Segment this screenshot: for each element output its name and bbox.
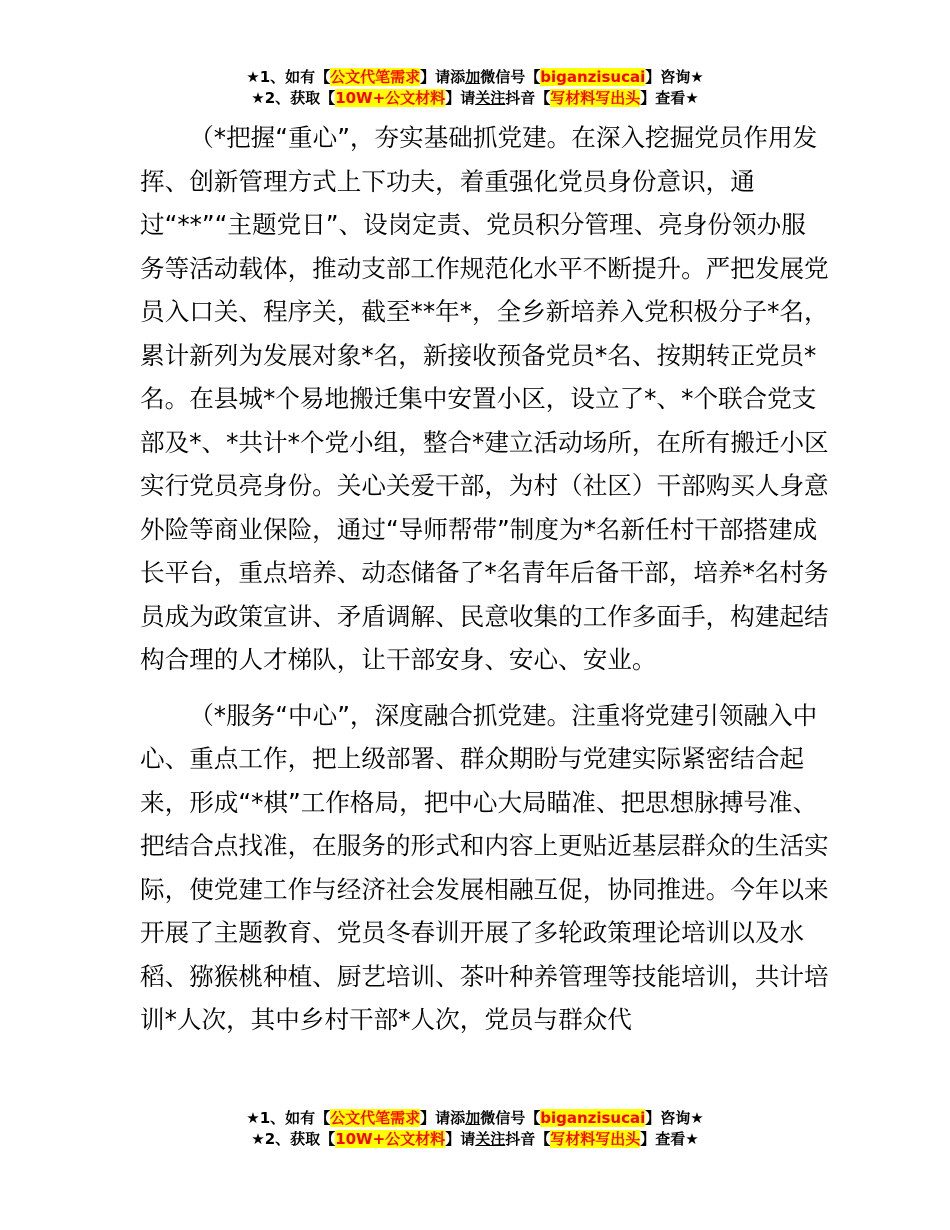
highlight-materials: 10W+公文材料 [335, 1130, 446, 1148]
highlight-service: 公文代笔需求 [330, 1109, 421, 1127]
highlight-wechat-id: biganzisucai [540, 1109, 646, 1127]
banner-line-1: ★1、如有【公文代笔需求】请添加微信号【biganzisucai】咨询★ [246, 68, 704, 86]
banner-line-1: ★1、如有【公文代笔需求】请添加微信号【biganzisucai】咨询★ [246, 1109, 704, 1127]
highlight-douyin: 写材料写出头 [550, 89, 641, 107]
highlight-wechat-id: biganzisucai [540, 68, 646, 86]
paragraph-1: （*把握“重心”，夯实基础抓党建。在深入挖掘党员作用发挥、创新管理方式上下功夫，着重强化党员身份意识，通过“**”“主题党日”、设岗定责、党员积分管理、亮身份领办服务等活动载体，推动支部工作规范化水平不断提升。严把发展党员入口关、程序关，截至**年*，全乡新培养入党积极分子*名，累计新列为发展对象*名，新接收预备党员*名、按期转正党员*名。在县城*个易地搬迁集中安置小区，设立了*、*个联合党支部及*、*共计*个党小组，整合*建立活动场所，在所有搬迁小区实行党员亮身份。关心关爱干部，为村（社区）干部购买人身意外险等商业保险，通过“导师帮带”制度为*名新任村干部搭建成长平台，重点培养、动态储备了*名青年后备干部，培养*名村务员成为政策宣讲、矛盾调解、民意收集的工作多面手，构建起结构合理的人才梯队，让干部安身、安心、安业。 [140, 123, 829, 674]
paragraph-2: （*服务“中心”，深度融合抓党建。注重将党建引领融入中心、重点工作，把上级部署、群众期盼与党建实际紧密结合起来，形成“*棋”工作格局，把中心大局瞄准、把思想脉搏号准、把结合点找准，在服务的形式和内容上更贴近基层群众的生活实际，使党建工作与经济社会发展相融互促，协同推进。今年以来开展了主题教育、党员冬春训开展了多轮政策理论培训以及水稻、猕猴桃种植、厨艺培训、茶叶种养管理等技能培训，共计培训*人次，其中乡村干部*人次，党员与群众代 [140, 700, 829, 1034]
document-body [140, 116, 830, 1054]
highlight-douyin: 写材料写出头 [550, 1130, 641, 1148]
banner-line-2: ★2、获取【10W+公文材料】请关注抖音【写材料写出头】查看★ [251, 1130, 699, 1148]
highlight-service: 公文代笔需求 [330, 68, 421, 86]
footer-banner [0, 1108, 950, 1150]
highlight-materials: 10W+公文材料 [335, 89, 446, 107]
banner-line-2: ★2、获取【10W+公文材料】请关注抖音【写材料写出头】查看★ [251, 89, 699, 107]
header-banner [0, 67, 950, 109]
